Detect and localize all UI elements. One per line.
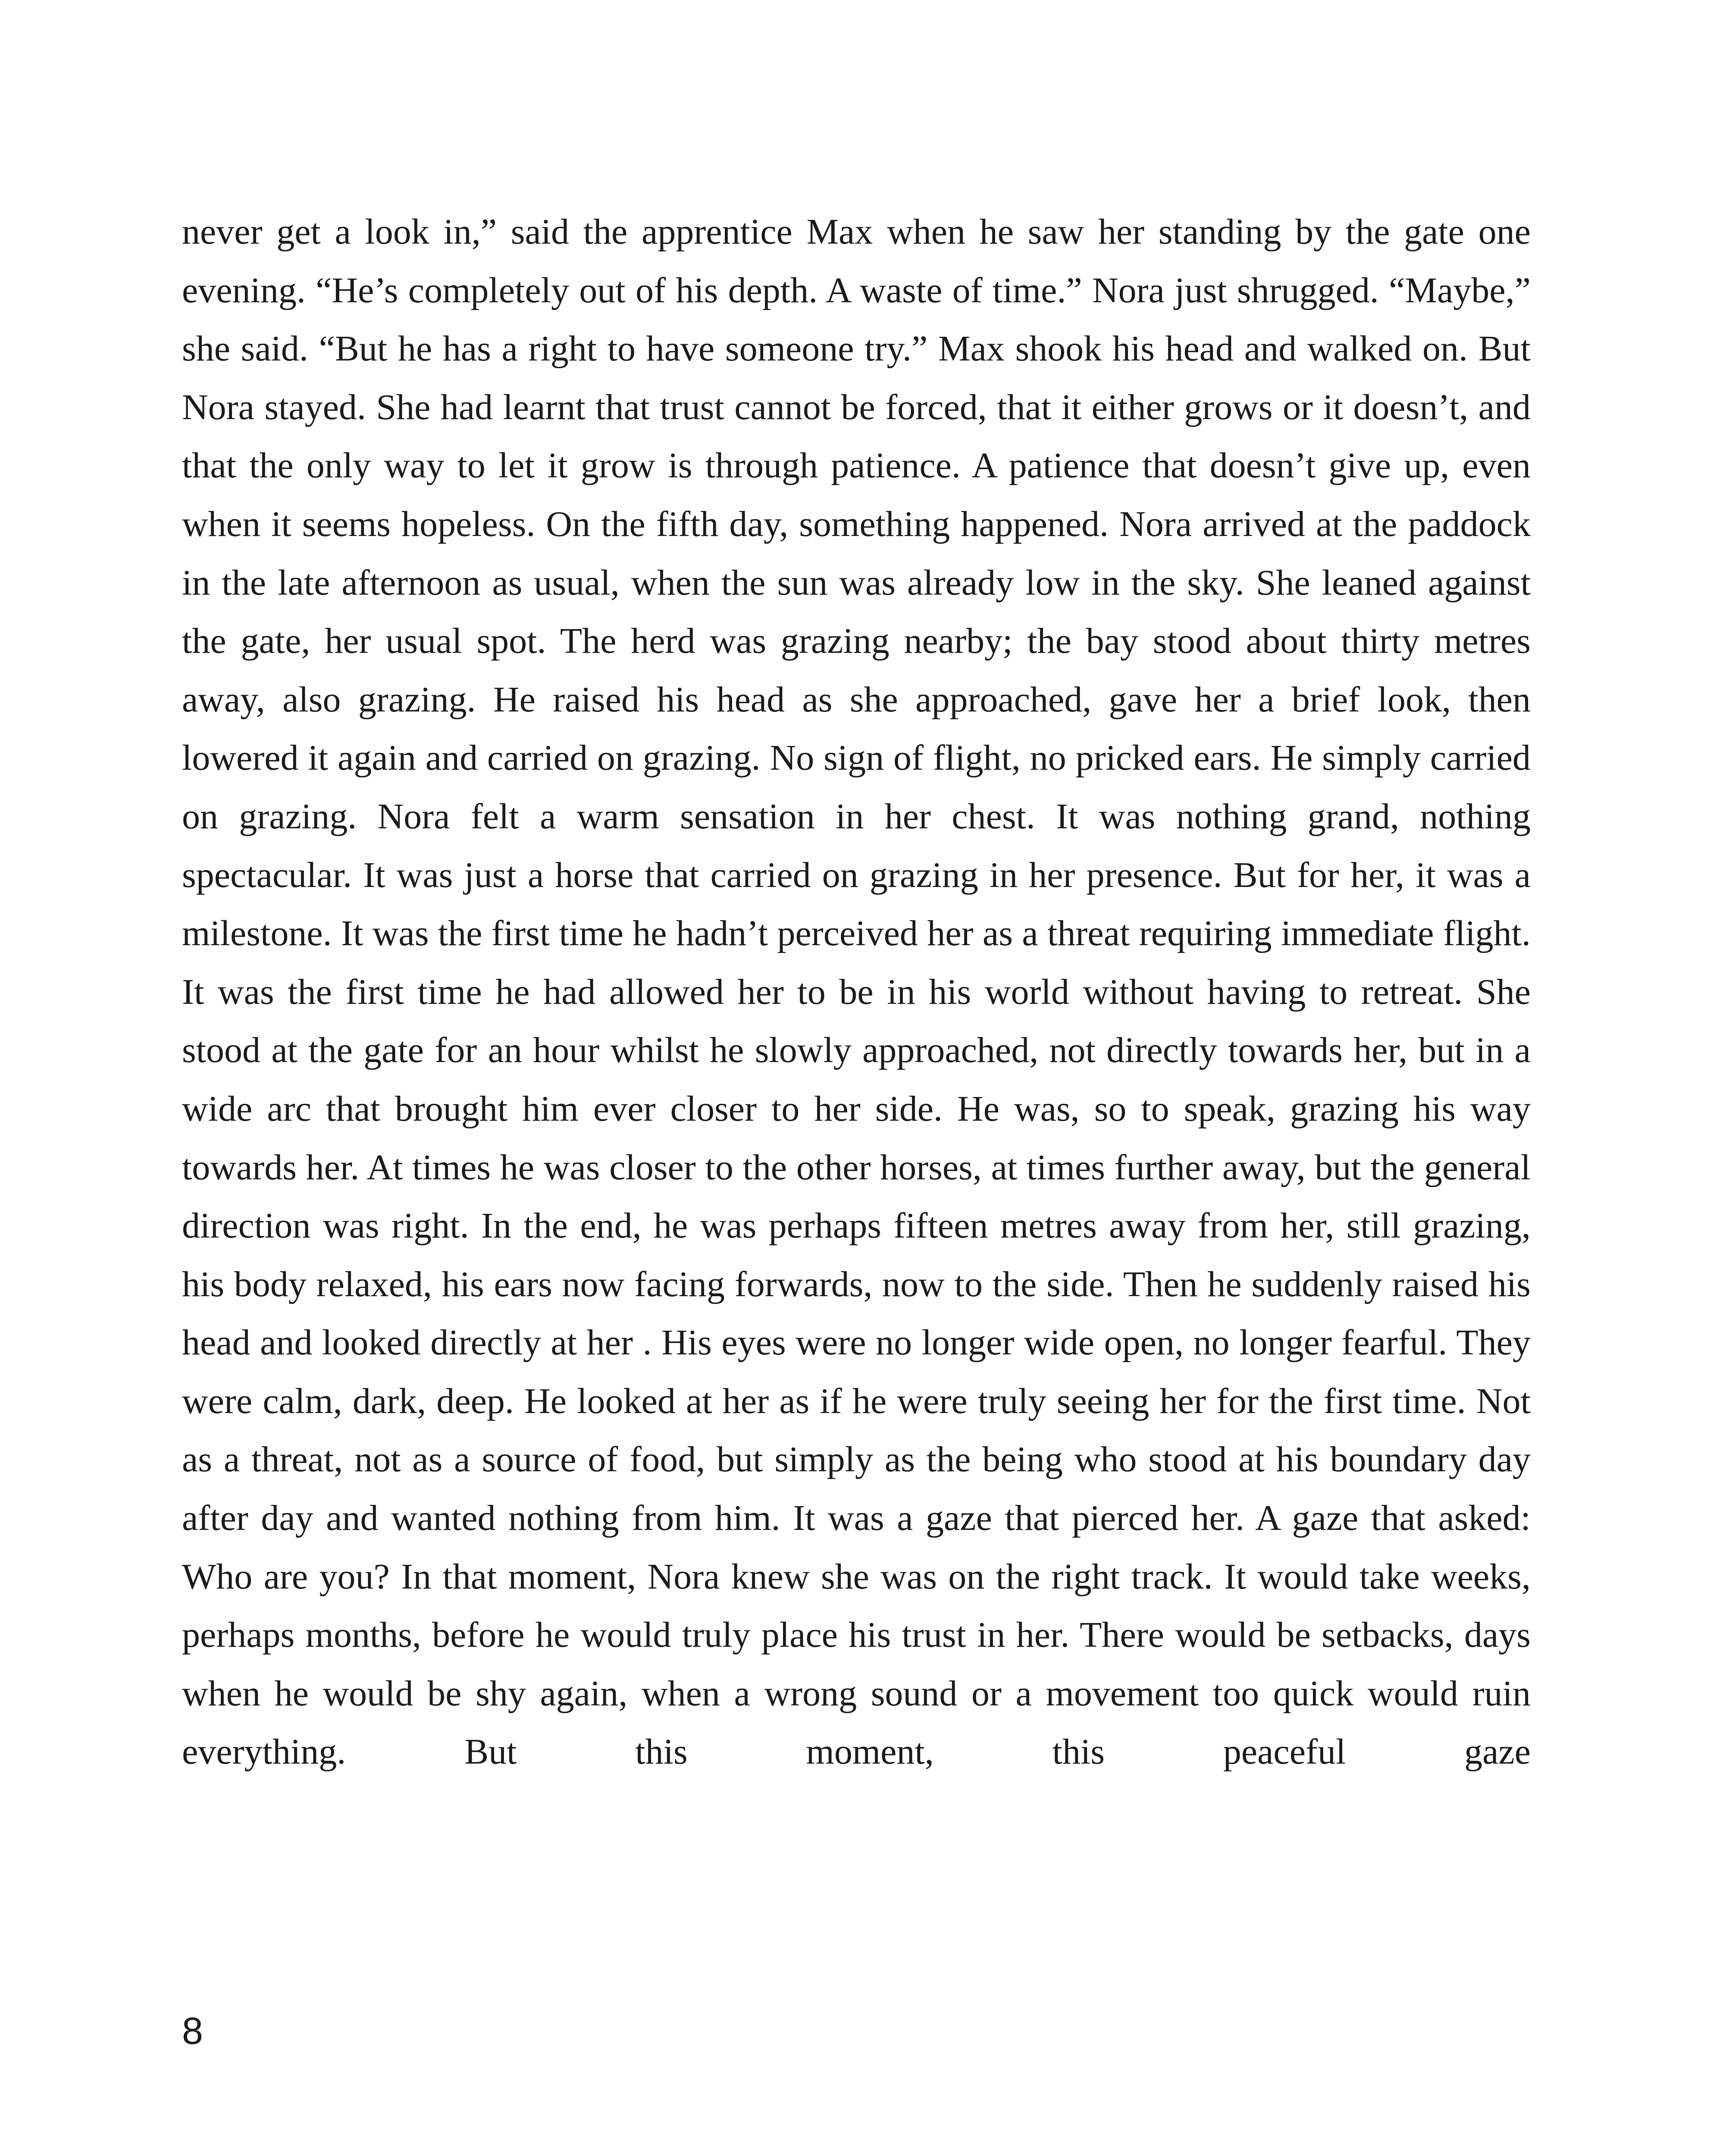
body-paragraph: never get a look in,” said the apprentice Max when he saw her standing by the gate one evening. “He’s completely out of his depth. A waste of time.” Nora just shrugged. “Maybe,” she said. “But he has a right to have someone try.” Max shook his head and walked on. But Nora stayed. She had learnt that trust cannot be forced, that it either grows or it doesn’t, and that the only way to let it grow is through patience. A patience that doesn’t give up, even when it seems hopeless. On the fifth day, something happened. Nora arrived at the paddock in the late afternoon as usual, when the sun was already low in the sky. She leaned against the gate, her usual spot. The herd was grazing nearby; the bay stood about thirty metres away, also grazing. He raised his head as she approached, gave her a brief look, then lowered it again and carried on grazing. No sign of flight, no pricked ears. He simply carried on grazing. Nora felt a warm sensation in her chest. It was nothing grand, nothing spectacular. It was just a horse that carried on grazing in her presence. But for her, it was a milestone. It was the first time he hadn’t perceived her as a threat requiring immediate flight. It was the first time he had allowed her to be in his world without having to retreat. She stood at the gate for an hour whilst he slowly approached, not directly towards her, but in a wide arc that brought him ever closer to her side. He was, so to speak, grazing his way towards her. At times he was closer to the other horses, at times further away, but the general direction was right. In the end, he was perhaps fifteen metres away from her, still grazing, his body relaxed, his ears now facing forwards, now to the side. Then he suddenly raised his head and looked directly at her . His eyes were no longer wide open, no longer fearful. They were calm, dark, deep. He looked at her as if he were truly seeing her for the first time. Not as a threat, not as a source of food, but simply as the being who stood at his boundary day after day and wanted nothing from him. It was a gaze that pierced her. A gaze that asked: Who are you? In that moment, Nora knew she was on the right track. It would take weeks, perhaps months, before he would truly place his trust in her. There would be setbacks, days when he would be shy again, when a wrong sound or a movement too quick would ruin everything. But this moment, this peaceful gaze	[182, 212, 1531, 1772]
page-number: 8	[182, 2009, 203, 2052]
